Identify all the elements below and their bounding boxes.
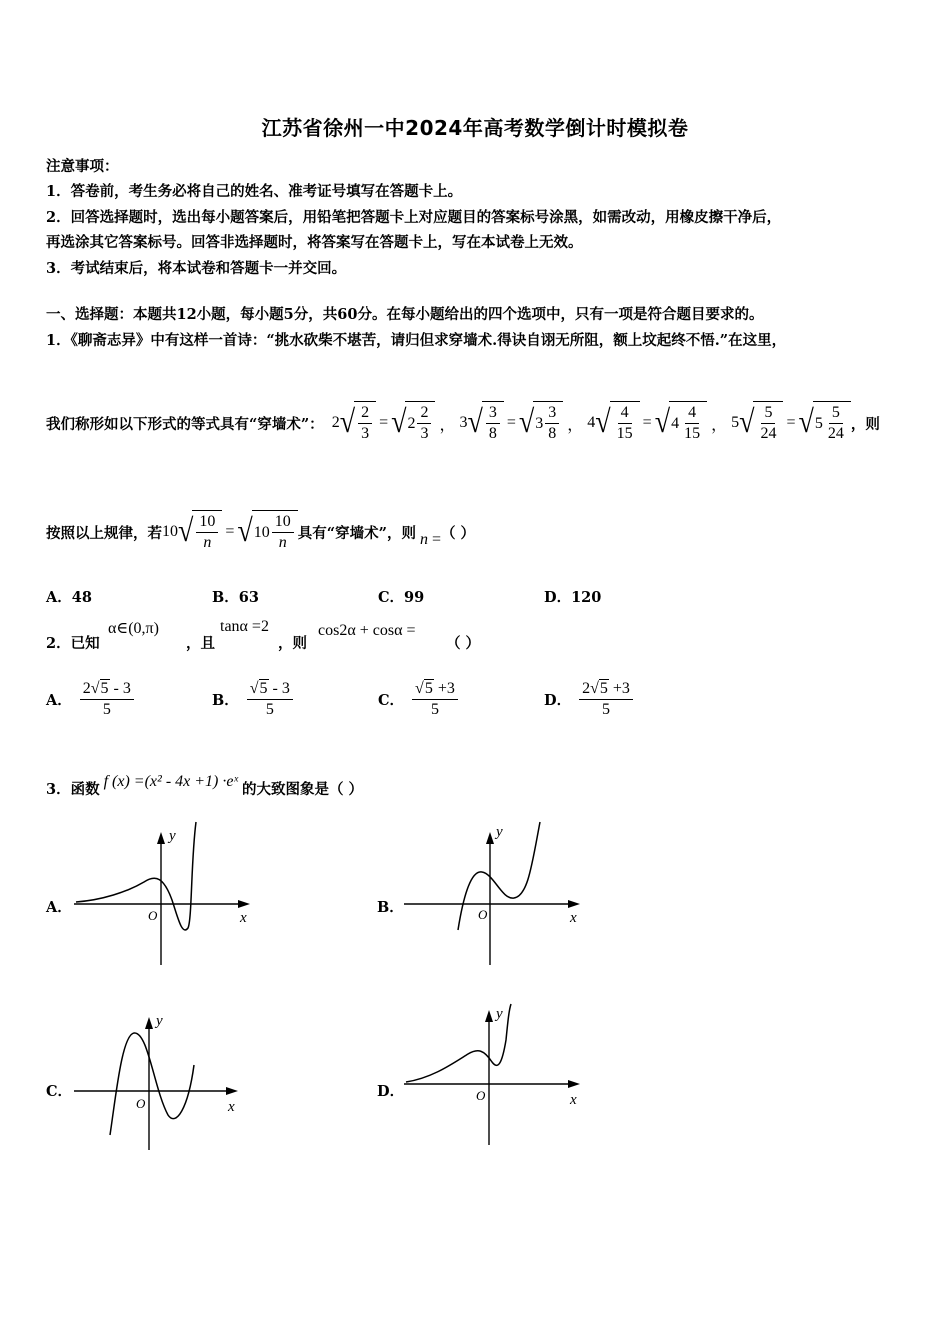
- q2-end: （ ）: [446, 635, 481, 652]
- y-axis-label: y: [156, 1013, 163, 1029]
- q2-mid2: ，则: [278, 635, 307, 652]
- q1-option-c: C．99: [378, 589, 425, 606]
- q1-line2-prefix: 我们称形如以下形式的等式具有“穿墙术”：: [46, 415, 324, 433]
- q2-option-c: C． $\frac{√5 +3}{5}$: [378, 680, 460, 719]
- q3-graph-b: [402, 820, 592, 970]
- q3-option-c-label: C．: [46, 1083, 73, 1100]
- q1-option-d: D．120: [544, 589, 602, 606]
- notice-item: 2．回答选择题时，选出每小题答案后，用铅笔把答题卡上对应题目的答案标号涂黑，如需改动，用橡皮擦干净后，: [46, 209, 782, 226]
- origin-label: O: [136, 1096, 146, 1111]
- x-axis-label: x: [228, 1099, 235, 1115]
- q1-example: 3 √ $\frac{3}{8}$ = √ 3 $\frac{3}{8}$: [459, 401, 563, 445]
- q2-option-d: D． $\frac{2√5 +3}{5}$: [544, 680, 635, 719]
- q1-option-b: B．63: [212, 589, 259, 606]
- q3-graph-a: [72, 820, 262, 970]
- notice-item: 1．答卷前，考生务必将自己的姓名、准考证号填写在答题卡上。: [46, 183, 463, 200]
- q3-graph-c: [72, 1005, 262, 1155]
- x-axis-label: x: [570, 1092, 577, 1108]
- q2-option-a: A． $\frac{2√5 - 3}{5}$: [46, 680, 136, 719]
- q1-line3: [46, 500, 475, 564]
- q1-example: 2 √ $\frac{2}{3}$ = √ 2 $\frac{2}{3}$: [332, 401, 436, 445]
- q1-line1: 1．《聊斋志异》中有这样一首诗：“挑水砍柴不堪苦，请归但求穿墙术.得诀自诩无所阻，额上坟起终不悟.”在这里，: [46, 332, 787, 349]
- q3-stem: [46, 762, 363, 802]
- q1-line3-mid: 具有“穿墙术”，则: [297, 524, 416, 542]
- q1-line3-end: （ ）: [441, 524, 476, 542]
- q1-line2: [46, 388, 880, 458]
- q1-example: 4 √ $\frac{4}{15}$ = √ 4 $\frac{4}{15}$: [587, 401, 707, 445]
- q2-prefix: 2．已知: [46, 635, 100, 652]
- q1-line3-prefix: 按照以上规律，若: [46, 524, 162, 542]
- notice-item: 3．考试结束后，将本试卷和答题卡一并交回。: [46, 260, 347, 277]
- q3-suffix: 的大致图象是（ ）: [242, 780, 364, 798]
- origin-label: O: [476, 1088, 486, 1103]
- q3-option-b-label: B．: [377, 899, 404, 916]
- q2-stem: [46, 620, 906, 660]
- q1-n-equals: n =: [419, 531, 441, 548]
- y-axis-label: y: [169, 828, 176, 844]
- q3-graph-d: [402, 1000, 592, 1150]
- q1-line2-suffix: ，则: [850, 415, 880, 433]
- q3-prefix: 3．函数: [46, 780, 100, 798]
- y-axis-label: y: [496, 1006, 503, 1022]
- origin-label: O: [478, 907, 488, 922]
- q2-cond1: α∈(0,π): [108, 620, 159, 637]
- q2-mid1: ，且: [186, 635, 215, 652]
- x-axis-label: x: [240, 910, 247, 926]
- page-title: 江苏省徐州一中2024年高考数学倒计时模拟卷: [261, 116, 689, 140]
- x-axis-label: x: [570, 910, 577, 926]
- q3-function: f (x) =(x² - 4x +1) ·eˣ: [103, 773, 238, 790]
- y-axis-label: y: [496, 824, 503, 840]
- q1-line3-formula: 10 √ $\frac{10}{n}$ = √ 10 $\frac{10}{n}$: [162, 510, 298, 554]
- q1-example: 5 √ $\frac{5}{24}$ = √ 5 $\frac{5}{24}$: [731, 401, 851, 445]
- origin-label: O: [148, 908, 158, 923]
- q3-option-a-label: A．: [46, 899, 72, 916]
- q2-cond2: tanα =2: [220, 618, 269, 635]
- q1-examples: 2 √ $\frac{2}{3}$ = √ 2 $\frac{2}{3}$ ， 3 √ $\frac{3}{8}$ = √ 3 $\frac{3}{8}$ ， 4 √ $\frac{4}{15}$ = √ 4 $\frac{4}{15}$ ， 5 √ $\frac{5}{24}$ = √ 5 $\frac{5}{24}$: [332, 401, 851, 445]
- q2-option-b: B． $\frac{√5 - 3}{5}$: [212, 680, 295, 719]
- q1-option-a: A．48: [46, 589, 92, 606]
- q3-option-d-label: D．: [377, 1083, 405, 1100]
- section-heading: 一、选择题：本题共12小题，每小题5分，共60分。在每小题给出的四个选项中，只有一项是符合题目要求的。: [46, 306, 764, 323]
- notice-heading: 注意事项：: [46, 158, 119, 175]
- notice-item: 再选涂其它答案标号。回答非选择题时，将答案写在答题卡上，写在本试卷上无效。: [46, 234, 583, 251]
- q2-expr: cos2α + cosα =: [318, 622, 416, 639]
